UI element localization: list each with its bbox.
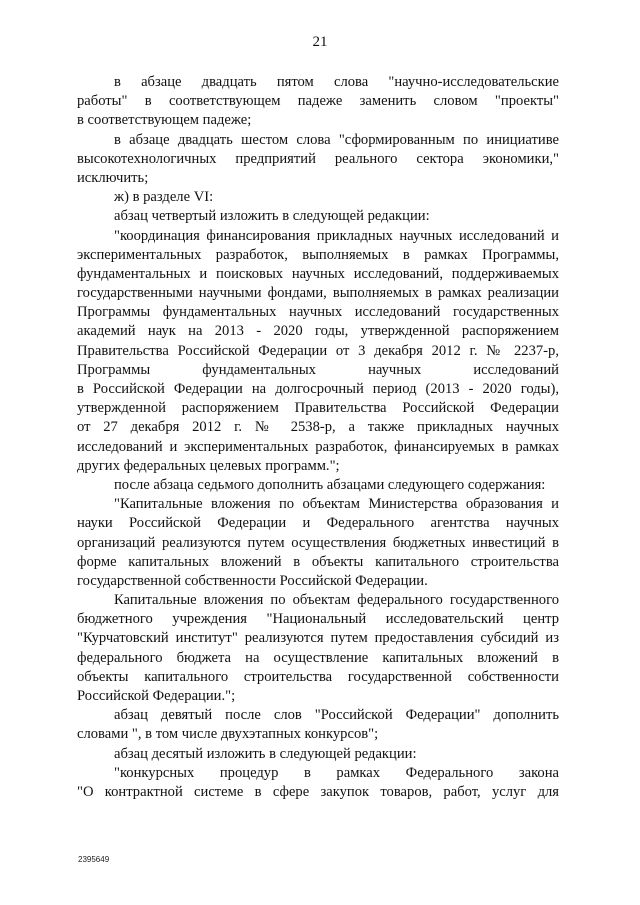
text-line: федерального бюджета на осуществление капитальных вложений в bbox=[77, 649, 559, 666]
text-line: "Курчатовский институт" реализуются путем предоставления субсидий из bbox=[77, 630, 559, 647]
text-line: государственными научными фондами, выполняемых в рамках реализации bbox=[77, 285, 559, 302]
text-line: бюджетного учреждения "Национальный исследовательский центр bbox=[77, 611, 559, 628]
text-line: "координация финансирования прикладных научных исследований и bbox=[114, 227, 559, 244]
text-line: в абзаце двадцать шестом слова "сформированным по инициативе bbox=[114, 131, 559, 148]
text-line: экспериментальных разработок, выполняемых в рамках Программы, bbox=[77, 246, 559, 263]
text-line: абзац четвертый изложить в следующей редакции: bbox=[114, 208, 430, 225]
text-line: абзац десятый изложить в следующей редакции: bbox=[114, 745, 417, 762]
text-line: "Капитальные вложения по объектам Министерства образования и bbox=[114, 496, 559, 513]
text-line: "конкурсных процедур в рамках Федерального закона bbox=[114, 764, 559, 781]
text-line: Правительства Российской Федерации от 3 декабря 2012 г. № 2237-р, bbox=[77, 342, 559, 359]
document-code: 2395649 bbox=[78, 855, 110, 864]
text-line: академий наук на 2013 - 2020 годы, утвержденной распоряжением bbox=[77, 323, 559, 340]
text-line: "О контрактной системе в сфере закупок товаров, работ, услуг для bbox=[77, 783, 559, 800]
text-line: Капитальные вложения по объектам федерального государственного bbox=[114, 592, 559, 609]
text-line: ж) в разделе VI: bbox=[114, 189, 214, 206]
text-line: от 27 декабря 2012 г. № 2538-р, а также прикладных научных bbox=[77, 419, 559, 436]
text-line: государственной собственности Российской Федерации. bbox=[77, 572, 428, 589]
text-line: высокотехнологичных предприятий реального сектора экономики," bbox=[77, 150, 559, 167]
text-line: утвержденной распоряжением Правительства Российской Федерации bbox=[77, 400, 559, 417]
text-line: фундаментальных и поисковых научных исследований, поддерживаемых bbox=[77, 265, 559, 282]
page-number: 21 bbox=[312, 34, 328, 50]
text-line: в Российской Федерации на долгосрочный период (2013 - 2020 годы), bbox=[77, 381, 559, 397]
text-line: форме капитальных вложений в объекты капитального строительства bbox=[77, 553, 559, 570]
text-line: науки Российской Федерации и Федерального агентства научных bbox=[77, 515, 559, 532]
text-line: Программы фундаментальных научных исследований bbox=[77, 361, 559, 378]
text-line: в абзаце двадцать пятом слова "научно-исследовательские bbox=[114, 74, 559, 90]
text-line: других федеральных целевых программ."; bbox=[77, 457, 340, 474]
text-line: исключить; bbox=[77, 169, 149, 186]
text-line: объекты капитального строительства государственной собственности bbox=[77, 668, 559, 685]
text-line: в соответствующем падеже; bbox=[77, 112, 252, 129]
text-line: абзац девятый после слов "Российской Федерации" дополнить bbox=[114, 707, 559, 724]
text-line: исследований и экспериментальных разработок, финансируемых в рамках bbox=[77, 438, 559, 455]
text-line: организаций реализуются путем осуществления бюджетных инвестиций в bbox=[77, 534, 559, 551]
text-line: Российской Федерации."; bbox=[77, 688, 236, 704]
text-line: словами ", в том числе двухэтапных конкурсов"; bbox=[77, 726, 379, 743]
text-line: Программы фундаментальных научных исследований государственных bbox=[77, 304, 559, 321]
text-line: после абзаца седьмого дополнить абзацами следующего содержания: bbox=[114, 476, 546, 493]
text-line: работы" в соответствующем падеже заменить словом "проекты" bbox=[77, 93, 559, 110]
document-body bbox=[77, 73, 559, 802]
